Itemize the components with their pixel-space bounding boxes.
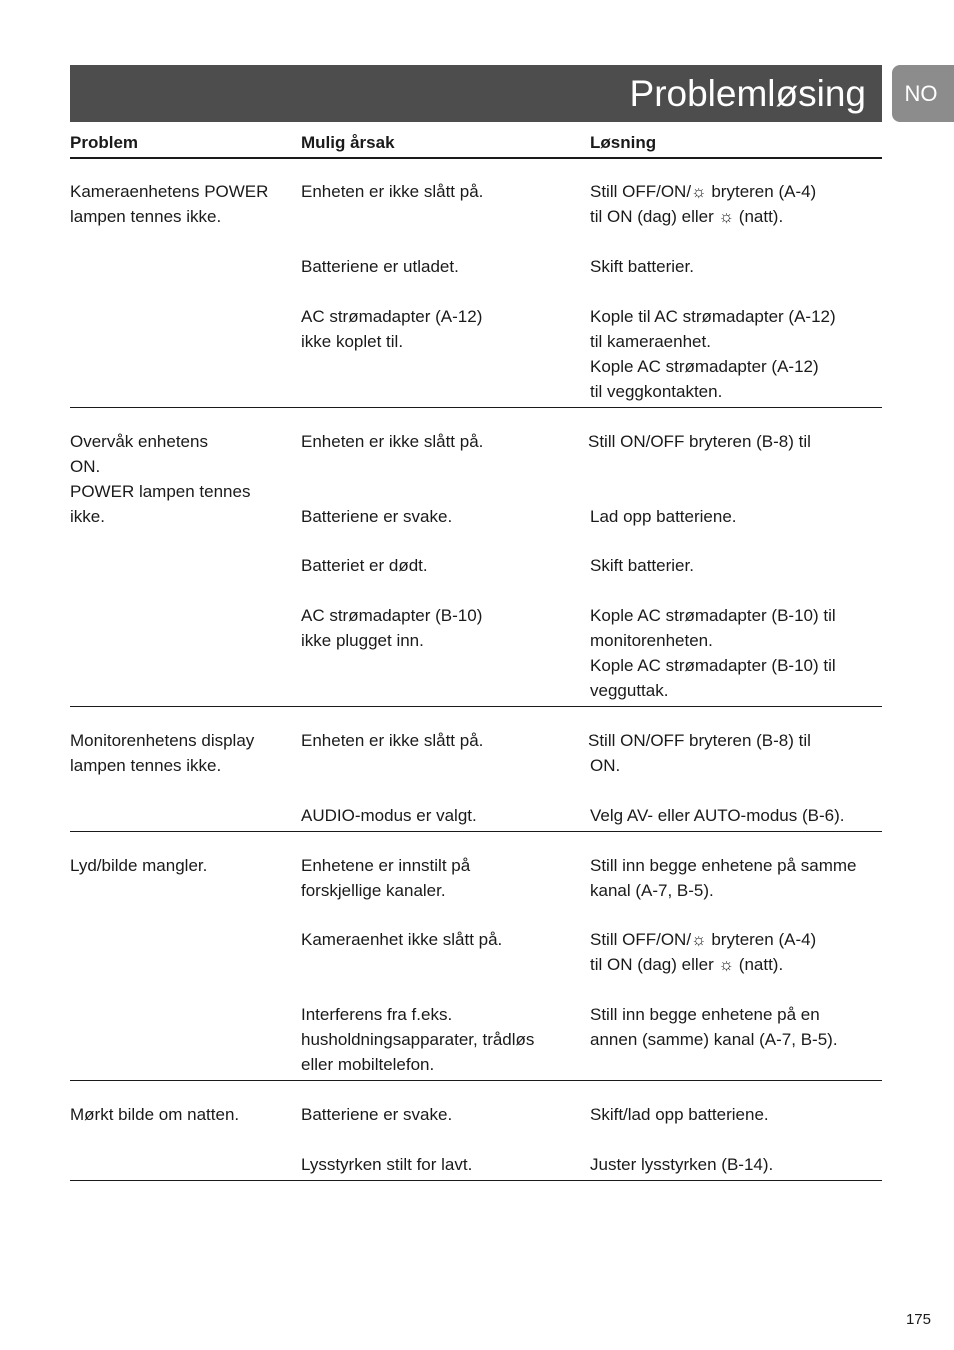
problem-text: lampen tennes ikke.: [70, 756, 222, 775]
problem-text: lampen tennes ikke.: [70, 207, 222, 226]
solution-text: Kople AC strømadapter (A-12): [590, 357, 819, 376]
problem-text: ikke.: [70, 507, 105, 526]
problem-text: Mørkt bilde om natten.: [70, 1105, 240, 1124]
block-divider: [70, 831, 882, 832]
solution-text: Still ON/OFF bryteren (B-8) til: [588, 731, 811, 750]
cause-text: forskjellige kanaler.: [301, 881, 446, 900]
solution-text: Still inn begge enhetene på en: [590, 1005, 820, 1024]
block-divider: [70, 706, 882, 707]
cause-text: Batteriene er utladet.: [301, 257, 459, 276]
solution-text: Lad opp batteriene.: [590, 507, 737, 526]
block-divider: [70, 1180, 882, 1181]
solution-text: til ON (dag) eller ☼ (natt).: [590, 955, 784, 974]
solution-text: Kople AC strømadapter (B-10) til: [590, 656, 836, 675]
cause-text: eller mobiltelefon.: [301, 1055, 435, 1074]
cause-text: AUDIO-modus er valgt.: [301, 806, 477, 825]
cause-text: Kameraenhet ikke slått på.: [301, 930, 503, 949]
solution-text: Kople til AC strømadapter (A-12): [590, 307, 836, 326]
solution-text: Velg AV- eller AUTO-modus (B-6).: [590, 806, 845, 825]
cause-text: Batteriet er dødt.: [301, 556, 428, 575]
solution-text: Skift batterier.: [590, 556, 694, 575]
solution-text: Skift/lad opp batteriene.: [590, 1105, 769, 1124]
cause-text: AC strømadapter (B-10): [301, 606, 483, 625]
solution-text: Skift batterier.: [590, 257, 694, 276]
solution-text: til kameraenhet.: [590, 332, 711, 351]
problem-text: POWER lampen tennes: [70, 482, 251, 501]
title-bar: [70, 65, 882, 122]
solution-text: monitorenheten.: [590, 631, 713, 650]
language-tab: NO: [892, 65, 954, 122]
solution-text: kanal (A-7, B-5).: [590, 881, 714, 900]
problem-text: Overvåk enhetens: [70, 432, 208, 451]
cause-text: AC strømadapter (A-12): [301, 307, 483, 326]
cause-text: ikke plugget inn.: [301, 631, 424, 650]
problem-text: Kameraenhetens POWER: [70, 182, 269, 201]
problem-text: Lyd/bilde mangler.: [70, 856, 208, 875]
cause-text: Enheten er ikke slått på.: [301, 432, 484, 451]
solution-text: ON.: [590, 756, 621, 775]
solution-text: Still OFF/ON/☼ bryteren (A-4): [590, 930, 817, 949]
cause-text: Batteriene er svake.: [301, 507, 453, 526]
problem-text: ON.: [70, 457, 101, 476]
page-title: Problemløsing: [629, 73, 866, 114]
cause-text: Lysstyrken stilt for lavt.: [301, 1155, 473, 1174]
column-header-problem: Problem: [70, 133, 139, 152]
solution-text: Juster lysstyrken (B-14).: [590, 1155, 774, 1174]
page-number: 175: [905, 1311, 931, 1328]
solution-text: Kople AC strømadapter (B-10) til: [590, 606, 836, 625]
cause-text: Enheten er ikke slått på.: [301, 182, 484, 201]
column-header-cause: Mulig årsak: [301, 133, 395, 152]
cause-text: Enhetene er innstilt på: [301, 856, 471, 875]
block-divider: [70, 1080, 882, 1081]
solution-text: Still inn begge enhetene på samme: [590, 856, 857, 875]
column-header-solution: Løsning: [590, 133, 657, 152]
solution-text: Still OFF/ON/☼ bryteren (A-4): [590, 182, 817, 201]
cause-text: ikke koplet til.: [301, 332, 404, 351]
solution-text: vegguttak.: [590, 681, 669, 700]
solution-text: til veggkontakten.: [590, 382, 723, 401]
header-rule: [70, 157, 882, 159]
solution-text: til ON (dag) eller ☼ (natt).: [590, 207, 784, 226]
cause-text: Interferens fra f.eks.: [301, 1005, 453, 1024]
solution-text: Still ON/OFF bryteren (B-8) til: [588, 432, 811, 451]
block-divider: [70, 407, 882, 408]
cause-text: Enheten er ikke slått på.: [301, 731, 484, 750]
cause-text: husholdningsapparater, trådløs: [301, 1030, 535, 1049]
solution-text: annen (samme) kanal (A-7, B-5).: [590, 1030, 838, 1049]
problem-text: Monitorenhetens display: [70, 731, 255, 750]
cause-text: Batteriene er svake.: [301, 1105, 453, 1124]
